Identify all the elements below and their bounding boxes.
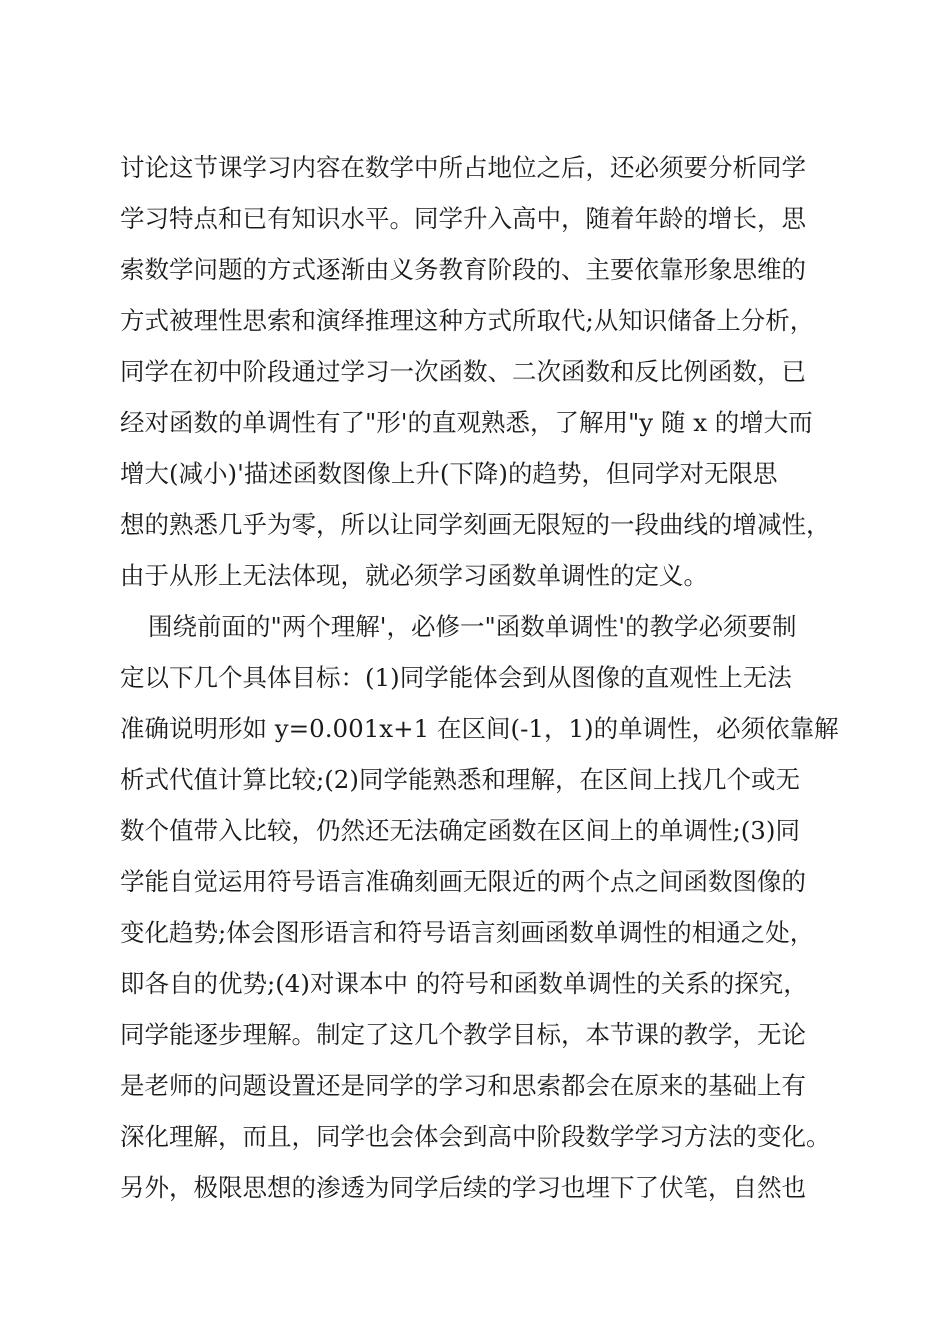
text-line: 析式代值计算比较;(2)同学能熟悉和理解，在区间上找几个或无 [120, 765, 800, 794]
text-line: 深化理解，而且，同学也会体会到高中阶段数学学习方法的变化。 [120, 1122, 831, 1151]
text-line: 由于从形上无法体现，就必须学习函数单调性的定义。 [120, 561, 708, 590]
text-line: 即各自的优势;(4)对课本中 的符号和函数单调性的关系的探究， [120, 969, 808, 998]
text-line: 同学在初中阶段通过学习一次函数、二次函数和反比例函数，已 [120, 357, 806, 386]
text-line: 数个值带入比较，仍然还无法确定函数在区间上的单调性;(3)同 [120, 816, 800, 845]
text-line: 变化趋势;体会图形语言和符号语言刻画函数单调性的相通之处， [120, 918, 815, 947]
text-line: 是老师的问题设置还是同学的学习和思索都会在原来的基础上有 [120, 1071, 806, 1100]
text-line: 定以下几个具体目标：(1)同学能体会到从图像的直观性上无法 [120, 663, 792, 692]
text-line: 想的熟悉几乎为零，所以让同学刻画无限短的一段曲线的增减性， [120, 510, 831, 539]
text-line: 方式被理性思索和演绎推理这种方式所取代;从知识储备上分析， [120, 306, 815, 335]
text-line: 增大(减小)'描述函数图像上升(下降)的趋势，但同学对无限思 [120, 459, 778, 488]
text-line: 经对函数的单调性有了"形'的直观熟悉，了解用"y 随 x 的增大而 [120, 408, 813, 437]
text-line: 学能自觉运用符号语言准确刻画无限近的两个点之间函数图像的 [120, 867, 806, 896]
paragraph-start-line: 围绕前面的"两个理解'，必修一"函数单调性'的教学必须要制 [148, 612, 797, 641]
text-line: 另外，极限思想的渗透为同学后续的学习也埋下了伏笔，自然也 [120, 1173, 806, 1202]
text-line: 准确说明形如 y=0.001x+1 在区间(-1，1)的单调性，必须依靠解 [120, 714, 839, 743]
text-line: 索数学问题的方式逐渐由义务教育阶段的、主要依靠形象思维的 [120, 255, 806, 284]
text-line: 同学能逐步理解。制定了这几个教学目标，本节课的教学，无论 [120, 1020, 806, 1049]
text-line: 讨论这节课学习内容在数学中所占地位之后，还必须要分析同学 [120, 153, 806, 182]
text-line: 学习特点和已有知识水平。同学升入高中，随着年龄的增长，思 [120, 204, 806, 233]
